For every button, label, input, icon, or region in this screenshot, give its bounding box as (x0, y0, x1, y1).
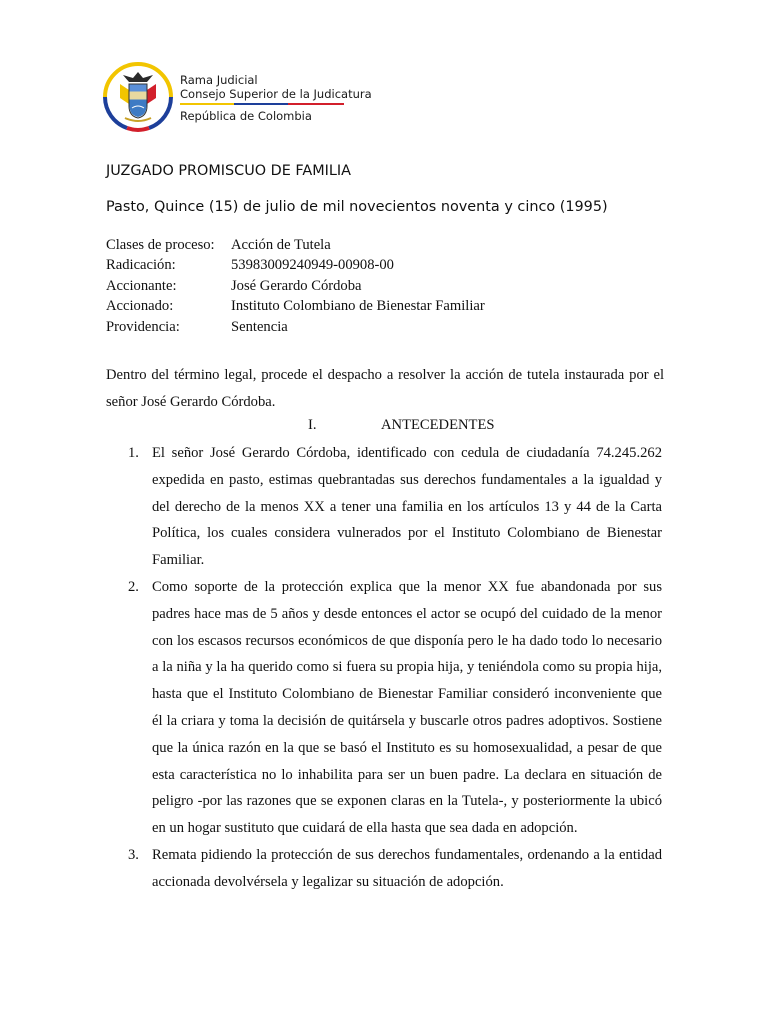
case-info-row (106, 276, 485, 296)
list-item-text: Remata pidiendo la protección de sus derechos fundamentales, ordenando a la entidad accionada devolvérsela y legalizar su situación de adopción. (152, 846, 662, 890)
case-info-row (106, 235, 485, 255)
list-item-text: El señor José Gerardo Córdoba, identificado con cedula de ciudadanía 74.245.262 expedida en pasto, estimas quebrantadas sus derechos fundamentales a la igualdad y del derecho de la menos XX a tener una familia en los artículos 13 y 44 de la Carta Política, los cuales considera vulnerados por el Instituto Colombiano de Bienestar Familiar. (152, 445, 662, 569)
court-name: JUZGADO PROMISCUO DE FAMILIA (106, 163, 351, 179)
case-info-value: Acción de Tutela (231, 237, 331, 253)
intro-paragraph: Dentro del término legal, procede el despacho a resolver la acción de tutela instaurada por el señor José Gerardo Córdoba. (106, 367, 664, 410)
institution-line-3: República de Colombia (180, 109, 312, 123)
case-info-row (106, 255, 485, 275)
list-item (106, 574, 662, 842)
tricolor-divider (180, 103, 344, 105)
case-info-table (106, 235, 485, 337)
case-info-label: Radicación: (106, 257, 176, 274)
case-info-row (106, 317, 485, 337)
list-item-number: 1. (128, 445, 139, 461)
list-item (106, 842, 662, 896)
case-info-value: 53983009240949-00908-00 (231, 257, 394, 274)
case-info-value: José Gerardo Córdoba (231, 277, 362, 294)
institution-line-1: Rama Judicial (180, 73, 258, 87)
section-title: ANTECEDENTES (381, 417, 495, 433)
case-info-label: Accionado: (106, 298, 174, 315)
case-info-value: Sentencia (231, 318, 288, 335)
case-info-label: Providencia: (106, 318, 180, 335)
case-info-value: Instituto Colombiano de Bienestar Familiar (231, 298, 485, 315)
list-item (106, 440, 662, 574)
list-item-text: Como soporte de la protección explica que la menor XX fue abandonada por sus padres hace mas de 5 años y desde entonces el actor se ocupó del cuidado de la menor con los escasos recursos económicos de que disponía pero le ha dado todo lo necesario a la niña y la ha querido como si fuera su propia hija, y teniéndola como su propia hija, hasta que el Instituto Colombiano de Bienestar Familiar consideró inconveniente que él la criara y toma la decisión de quitársela y buscarle otros padres adoptivos. Sostiene que la única razón en la que se basó el Instituto es su homosexualidad, a pesar de que esta característica no lo inhabilita para ser un buen padre. La declara en situación de peligro -por las razones que se exponen claras en la Tutela-, y posteriormente la ubicó en un hogar sustituto que cuidará de ella hasta que sea dada en adopción. (152, 578, 662, 837)
case-info-label: Accionante: (106, 277, 177, 294)
case-info-row (106, 296, 485, 316)
list-item-number: 3. (128, 846, 139, 863)
colombia-coat-of-arms-logo (103, 60, 173, 136)
institution-line-2: Consejo Superior de la Judicatura (180, 87, 372, 101)
section-number: I. (308, 417, 317, 433)
case-info-label: Clases de proceso: (106, 237, 215, 253)
list-item-number: 2. (128, 578, 139, 595)
institution-name (180, 73, 372, 123)
antecedents-list (106, 440, 662, 896)
date-line: Pasto, Quince (15) de julio de mil novecientos noventa y cinco (1995) (106, 199, 608, 215)
